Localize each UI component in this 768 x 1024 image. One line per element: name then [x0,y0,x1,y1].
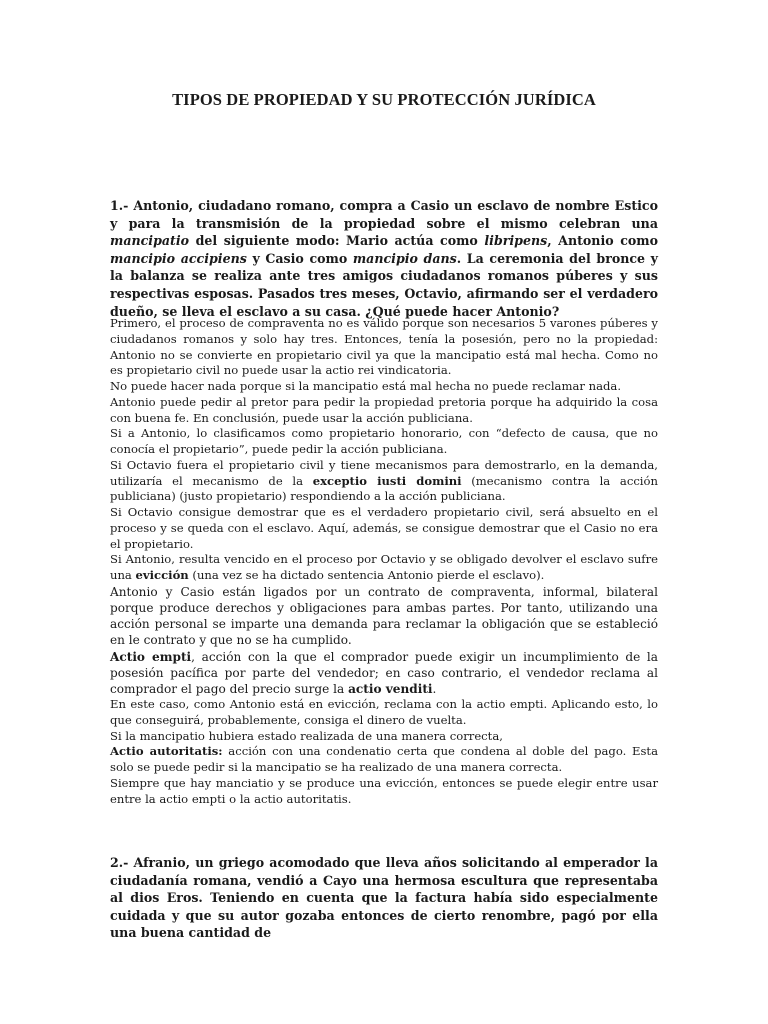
answer-paragraph [110,649,658,698]
question-1-text: 1.- Antonio, ciudadano romano, compra a Casio un esclavo de nombre Estico y para la transmisión de la propiedad sobre el mismo celebran una [110,198,658,231]
document-title: TIPOS DE PROPIEDAD Y SU PROTECCIÓN JURÍDICA [172,90,596,109]
answer-text: Si Antonio, resulta vencido en el proceso por Octavio y se obligado devolver el esclavo sufre una [110,552,658,582]
answer-paragraph: En este caso, como Antonio está en evicción, reclama con la actio empti. Aplicando esto, lo que conseguirá, probablemente, consiga el dinero de vuelta. [110,697,658,727]
question-1-text: . La ceremonia del bronce y la balanza se realiza ante tres amigos ciudadanos romanos púberes y sus respectivas esposas. Pasados tres meses, Octavio, afirmando ser el verdadero dueño, se lleva el esclavo a su casa. ¿Qué puede hacer Antonio? [110,250,658,319]
answer-1 [110,316,658,807]
answer-paragraph: Si a Antonio, lo clasificamos como propietario honorario, con “defecto de causa, que no conocía el propietario”, puede pedir la acción publiciana. [110,426,658,456]
answer-text: (mecanismo contra la acción publiciana) (justo propietario) respondiendo a la acción publiciana. [110,473,658,504]
answer-paragraph [110,744,658,776]
answer-term-exceptio: exceptio iusti domini [312,473,462,488]
answer-text: (una vez se ha dictado sentencia Antonio pierde el esclavo). [188,568,545,582]
answer-paragraph: No puede hacer nada porque si la mancipatio está mal hecha no puede reclamar nada. [110,379,622,393]
answer-paragraph: Antonio y Casio están ligados por un contrato de compraventa, informal, bilateral porque produce derechos y obligaciones para ambas partes. Por tanto, utilizando una acción personal se imparte una demanda para reclamar la obligación que se estableció en le contrato y que no se ha cumplido. [110,584,658,648]
answer-text: acción con una condenatio certa que condena al doble del pago. Esta solo se puede pedir si la mancipatio se ha realizado de una manera correcta. [110,744,658,775]
question-1-text: y Casio como [246,250,353,266]
answer-paragraph [110,552,658,584]
answer-term-actio-empti: Actio empti [110,649,192,664]
answer-term-eviccion: evicción [135,568,189,582]
question-1-term-mancipatio: mancipatio [110,233,190,249]
question-2: 2.- Afranio, un griego acomodado que lleva años solicitando al emperador la ciudadanía romana, vendió a Cayo una hermosa escultura que representaba al dios Eros. Teniendo en cuenta que la factura había sido especialmente cuidada y que su autor gozaba entonces de cierto renombre, pagó por ella una buena cantidad de [110,855,658,941]
answer-text: , acción con la que el comprador puede exigir un incumplimiento de la posesión pacífica por parte del vendedor; en caso contrario, el vendedor reclama al comprador el pago del precio surge la [110,649,659,696]
question-1-term-accipiens: mancipio accipiens [110,250,247,266]
question-1-term-libripens: libripens [484,233,548,249]
answer-paragraph: Antonio puede pedir al pretor para pedir la propiedad pretoria porque ha adquirido la cosa con buena fe. En conclusión, puede usar la acción publiciana. [110,394,658,425]
answer-term-actio-autoritatis: Actio autoritatis: [110,744,223,759]
answer-term-actio-venditi: actio venditi [348,681,433,696]
answer-paragraph: Primero, el proceso de compraventa no es válido porque son necesarios 5 varones púberes y ciudadanos romanos y solo hay tres. Entonces, tenía la posesión, pero no la propiedad: Antonio no se convierte en propietario civil ya que la mancipatio está mal hecha. Como no es propietario civil no puede usar la actio rei vindicatoria. [110,316,658,378]
question-1-text: del siguiente modo: Mario actúa como [189,233,485,249]
answer-paragraph [110,458,658,505]
answer-paragraph: Siempre que hay manciatio y se produce una evicción, entonces se puede elegir entre usar entre la actio empti o la actio autoritatis. [110,775,658,806]
answer-paragraph: Si Octavio consigue demostrar que es el verdadero propietario civil, será absuelto en el proceso y se queda con el esclavo. Aquí, además, se consigue demostrar que el Casio no era el propietario. [110,505,658,551]
answer-text: . [432,681,437,696]
question-1 [110,197,658,320]
answer-paragraph: Si la mancipatio hubiera estado realizada de una manera correcta, [110,728,503,743]
question-1-term-dans: mancipio dans [352,250,457,266]
question-1-text: , Antonio como [547,233,658,249]
answer-text: Si Octavio fuera el propietario civil y tiene mecanismos para demostrarlo, en la demanda, utilizaría el mecanismo de la [110,457,658,488]
